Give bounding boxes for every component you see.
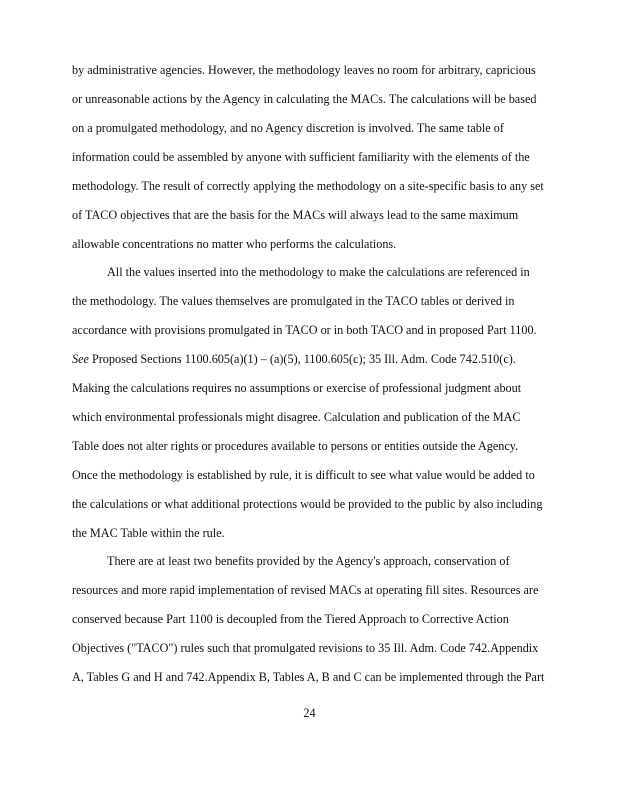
page-number: 24 bbox=[303, 706, 316, 720]
text-line: Making the calculations requires no assumptions or exercise of professional judgment about bbox=[72, 381, 522, 395]
text-line: information could be assembled by anyone with sufficient familiarity with the elements of the bbox=[72, 150, 530, 164]
text-line: which environmental professionals might disagree. Calculation and publication of the MAC bbox=[72, 410, 521, 424]
text-line: resources and more rapid implementation of revised MACs at operating fill sites. Resources are bbox=[72, 583, 539, 597]
text-line: Once the methodology is established by rule, it is difficult to see what value would be added to bbox=[72, 468, 535, 482]
text-line: Table does not alter rights or procedures available to persons or entities outside the Agency. bbox=[72, 439, 519, 453]
text-line: the methodology. The values themselves are promulgated in the TACO tables or derived in bbox=[72, 294, 515, 308]
text-line: Objectives ("TACO") rules such that promulgated revisions to 35 Ill. Adm. Code 742.Appendix bbox=[72, 641, 539, 655]
see-signal: See bbox=[72, 352, 89, 366]
text-line: the MAC Table within the rule. bbox=[72, 526, 225, 540]
text-line: on a promulgated methodology, and no Agency discretion is involved. The same table of bbox=[72, 121, 504, 135]
text-line: or unreasonable actions by the Agency in calculating the MACs. The calculations will be based bbox=[72, 92, 537, 106]
text-line: accordance with provisions promulgated in TACO or in both TACO and in proposed Part 1100. bbox=[72, 323, 537, 337]
citation-line bbox=[72, 352, 516, 366]
text-line: of TACO objectives that are the basis for the MACs will always lead to the same maximum bbox=[72, 208, 519, 222]
text-line: methodology. The result of correctly applying the methodology on a site-specific basis to any set bbox=[72, 179, 544, 193]
text-line: A, Tables G and H and 742.Appendix B, Tables A, B and C can be implemented through the Part bbox=[72, 670, 545, 684]
text-line: by administrative agencies. However, the methodology leaves no room for arbitrary, capricious bbox=[72, 63, 536, 77]
paragraph-first-line: There are at least two benefits provided by the Agency's approach, conservation of bbox=[107, 554, 510, 568]
text-line: conserved because Part 1100 is decoupled from the Tiered Approach to Corrective Action bbox=[72, 612, 509, 626]
text-line: allowable concentrations no matter who performs the calculations. bbox=[72, 237, 397, 251]
citation-text: Proposed Sections 1100.605(a)(1) – (a)(5), 1100.605(c); 35 Ill. Adm. Code 742.510(c). bbox=[91, 352, 516, 366]
text-line: the calculations or what additional protections would be provided to the public by also including bbox=[72, 497, 543, 511]
paragraph-first-line: All the values inserted into the methodology to make the calculations are referenced in bbox=[107, 265, 530, 279]
